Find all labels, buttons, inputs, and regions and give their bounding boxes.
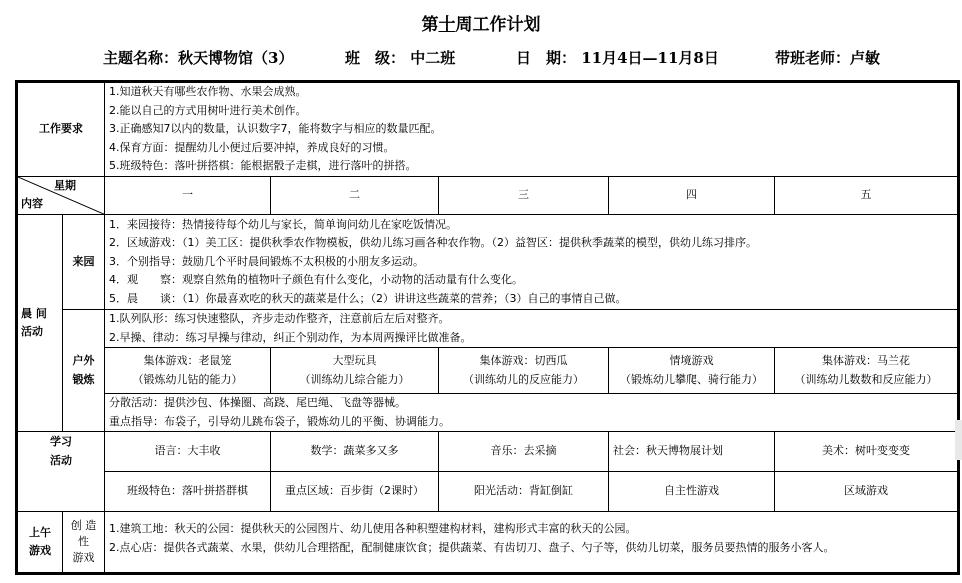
arrival-label: 来园 <box>63 215 105 310</box>
list-item: 4.保育方面：提醒幼儿小便过后要冲掉，养成良好的习惯。 <box>109 140 395 154</box>
corner-weekday-label: 星期 <box>54 179 76 192</box>
arrival-list <box>105 215 959 310</box>
date-field: 日 期： 11月4日—11月8日 <box>516 49 719 67</box>
outdoor-notes-row <box>17 394 959 432</box>
day-thursday: 四 <box>609 177 775 215</box>
study-cell: 阳光活动：背缸倒缸 <box>439 472 609 512</box>
list-item: 1．来园接待：热情接待每个幼儿与家长，简单询问幼儿在家吃饭情况。 <box>109 217 457 231</box>
day-friday: 五 <box>775 177 959 215</box>
study-row-1 <box>17 432 959 472</box>
game-cell: 大型玩具 （训练幼儿综合能力） <box>271 348 439 394</box>
study-cell: 区域游戏 <box>775 472 959 512</box>
list-item: 2.早操、律动：练习早操与律动，纠正个别动作，为本周两操评比做准备。 <box>109 330 472 344</box>
study-cell: 重点区域：百步街（2课时） <box>271 472 439 512</box>
outdoor-label: 户外 锻炼 <box>63 310 105 432</box>
list-item: 3．个别指导：鼓励几个平时晨间锻炼不太积极的小朋友多运动。 <box>109 254 424 268</box>
list-item: 1.建筑工地：秋天的公园：提供秋天的公园图片、幼儿使用各种积塑建构材料，建构形式丰富的秋天的公园。 <box>109 522 637 535</box>
list-item: 5．晨 谈：（1）你最喜欢吃的秋天的蔬菜是什么；（2）讲讲这些蔬菜的营养；（3）自己的事情自己做。 <box>109 291 627 305</box>
study-cell: 美术：树叶变变变 <box>775 432 959 472</box>
weekly-plan-table <box>15 80 960 575</box>
list-item: 1.队列队形：练习快速整队，齐步走动作整齐，注意前后左后对整齐。 <box>109 312 450 325</box>
forenoon-game-label: 上午 游戏 <box>17 512 63 574</box>
list-item: 4．观 察：观察自然角的植物叶子颜色有什么变化，小动物的活动量有什么变化。 <box>109 273 523 287</box>
list-item: 2．区域游戏：（1）美工区：提供秋季农作物模板，供幼儿练习画各种农作物。（2）益智区：提供秋季蔬菜的模型，供幼儿练习排序。 <box>109 236 757 250</box>
corner-content-label: 内容 <box>21 196 43 210</box>
study-cell: 数学：蔬菜多又多 <box>271 432 439 472</box>
outdoor-list <box>105 310 959 348</box>
scrollbar[interactable] <box>955 420 962 460</box>
teacher-field: 带班老师：卢敏 <box>775 49 881 67</box>
game-cell: 情境游戏 （锻炼幼儿攀爬、骑行能力） <box>609 348 775 394</box>
game-cell: 集体游戏：马兰花 （训练幼儿数数和反应能力） <box>775 348 959 394</box>
week-number: 十 <box>438 15 456 35</box>
list-item: 1.知道秋天有哪些农作物、水果会成熟。 <box>109 85 307 99</box>
theme-field: 主题名称：秋天博物馆（3） <box>103 49 294 67</box>
list-item: 重点指导：布袋子，引导幼儿跳布袋子，锻炼幼儿的平衡、协调能力。 <box>109 414 450 428</box>
morning-activity-label: 晨 间 活动 <box>17 215 63 432</box>
weekday-header-row <box>17 177 959 215</box>
outdoor-row <box>17 310 959 348</box>
requirements-label: 工作要求 <box>17 82 105 177</box>
page-title: 第十周工作计划 <box>421 15 541 35</box>
creative-game-label: 创 造 性 游戏 <box>63 512 105 574</box>
study-activity-label: 学习 活动 <box>17 432 105 512</box>
list-item: 分散活动：提供沙包、体操圈、高跷、尾巴绳、飞盘等器械。 <box>109 396 406 409</box>
outdoor-notes <box>105 394 959 432</box>
requirements-list <box>105 82 959 177</box>
game-cell: 集体游戏：切西瓜 （训练幼儿的反应能力） <box>439 348 609 394</box>
study-cell: 自主性游戏 <box>609 472 775 512</box>
game-cell: 集体游戏：老鼠笼 （锻炼幼儿钻的能力） <box>105 348 271 394</box>
requirements-row <box>17 82 959 177</box>
outdoor-games-row <box>17 348 959 394</box>
study-cell: 班级特色：落叶拼搭群棋 <box>105 472 271 512</box>
study-row-2 <box>17 472 959 512</box>
list-item: 3.正确感知7以内的数量，认识数字7，能将数字与相应的数量匹配。 <box>109 122 442 136</box>
arrival-row <box>17 215 959 310</box>
study-cell: 音乐：去采摘 <box>439 432 609 472</box>
study-cell: 社会：秋天博物展计划 <box>609 432 775 472</box>
day-wednesday: 三 <box>439 177 609 215</box>
list-item: 5.班级特色：落叶拼搭棋：能根据骰子走棋，进行落叶的拼搭。 <box>109 159 417 173</box>
forenoon-game-row <box>17 512 959 574</box>
corner-cell <box>17 177 105 215</box>
list-item: 2.点心店：提供各式蔬菜、水果，供幼儿合理搭配，配制健康饮食；提供蔬菜、有齿切刀、盘子、勺子等，供幼儿切菜，服务员要热情的服务小客人。 <box>109 540 835 554</box>
study-cell: 语言：大丰收 <box>105 432 271 472</box>
day-monday: 一 <box>105 177 271 215</box>
class-field: 班 级： 中二班 <box>345 49 456 67</box>
list-item: 2.能以自己的方式用树叶进行美术创作。 <box>109 103 307 117</box>
day-tuesday: 二 <box>271 177 439 215</box>
forenoon-list <box>105 512 959 574</box>
